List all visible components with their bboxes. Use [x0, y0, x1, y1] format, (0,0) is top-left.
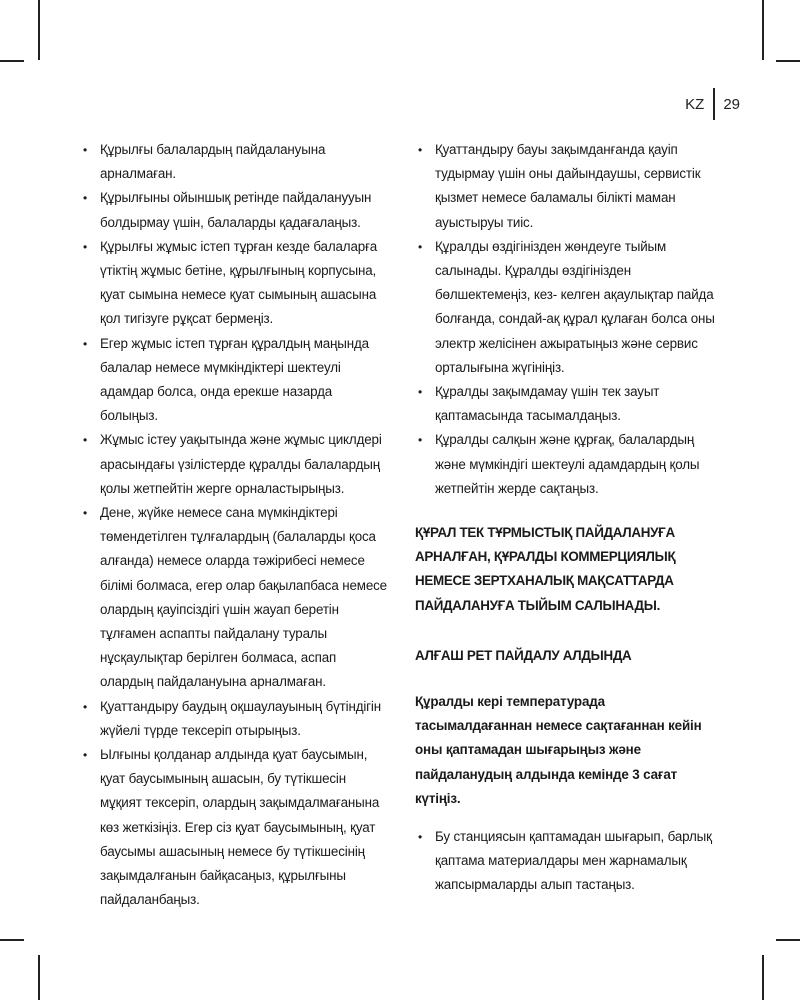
list-item: • Құралды салқын және құрғақ, балалардың және мүмкіндігі шектеулі адамдардың қолы жетпейтін жерде сақтаңыз. — [415, 428, 715, 501]
list-item: • Құралды өздігінізден жөндеуге тыйым салынады. Құралды өздігінізден бөлшектемеңіз, кез- келген ақаулықтар пайда болғанда, сондай-ақ құрал құлаған болса оны электр желісінен ажыратыңыз және сервис орталығына жүгініңіз. — [415, 235, 715, 380]
list-item: • Құрылғы балалардың пайдалануына арналмаған. — [80, 138, 390, 186]
crop-mark — [0, 60, 24, 62]
list-item: • Құрылғы жұмыс істеп тұрған кезде балаларға үтіктің жұмыс бетіне, құрылғының корпусына, қуат сымына немесе қуат сымының ашасына қол тигізуге рұқсат бермеңіз. — [80, 235, 390, 332]
list-item: • Егер жұмыс істеп тұрған құралдың маңында балалар немесе мүмкіндіктері шектеулі адамдар болса, онда ерекше назарда болыңыз. — [80, 332, 390, 429]
page-header — [685, 88, 740, 120]
header-divider — [713, 88, 715, 120]
crop-mark — [0, 939, 24, 941]
list-item: • Бу станциясын қаптамадан шығарып, барлық қаптама материалдары мен жарнамалық жапсырмаларды алып тастаңыз. — [415, 825, 715, 898]
list-item: • Қуаттандыру бауы зақымданғанда қауіп тудырмау үшін оны дайындаушы, сервистік қызмет немесе баламалы білікті маман ауыстыруы тиіс. — [415, 138, 715, 235]
list-item: • Дене, жүйке немесе сана мүмкіндіктері төмендетілген тұлғалардың (балаларды қоса алғанда) немесе оларда тәжірибесі немесе білімі болмаса, егер олар бақылапбаса немесе олардың қауіпсіздігі үшін жауап беретін тұлғамен аспапты пайдалану туралы нұсқаулықтар берілген болмаса, аспап олардың пайдалануына арналмаған. — [80, 501, 390, 695]
list-item: • Құралды зақымдамау үшін тек зауыт қаптамасында тасымалдаңыз. — [415, 380, 715, 428]
crop-mark — [38, 955, 40, 1000]
section-title: АЛҒАШ РЕТ ПАЙДАЛУ АЛДЫНДА — [415, 647, 632, 663]
crop-mark — [762, 955, 764, 1000]
page-number: 29 — [723, 95, 740, 113]
right-column — [415, 138, 715, 898]
crop-mark — [776, 60, 800, 62]
crop-mark — [38, 0, 40, 60]
list-item: • Ылғыны қолданар алдында қуат баусымын, қуат баусымының ашасын, бу түтікшесін мұқият тексеріп, олардың зақымдалмағанына көз жеткізіңіз. Егер сіз қуат баусымының, қуат баусымы ашасының немесе бу түтікшесінің зақымдалғанын байқасаңыз, құрылғыны пайдаланбаңыз. — [80, 743, 390, 912]
language-code: KZ — [685, 95, 705, 113]
safety-list-left — [80, 138, 390, 913]
list-item: • Қуаттандыру баудың оқшаулауының бүтіндігін жүйелі түрде тексеріп отырыңыз. — [80, 695, 390, 743]
crop-mark — [776, 939, 800, 941]
first-use-list — [415, 825, 715, 898]
crop-mark — [762, 0, 764, 60]
left-column — [80, 138, 390, 913]
list-item: • Құрылғыны ойыншық ретінде пайдаланууын болдырмау үшін, балаларды қадағалаңыз. — [80, 186, 390, 234]
safety-list-right — [415, 138, 715, 501]
commercial-use-warning: ҚҰРАЛ ТЕК ТҰРМЫСТЫҚ ПАЙДАЛАНУҒА АРНАЛҒАН, ҚҰРАЛДЫ КОММЕРЦИЯЛЫҚ НЕМЕСЕ ЗЕРТХАНАЛЫҚ МАҚСАТТАРДА ПАЙДАЛАНУҒА ТЫЙЫМ САЛЫНАДЫ. — [415, 525, 676, 613]
list-item: • Жұмыс істеу уақытында және жұмыс циклдері арасындағы үзілістерде құралды балалардың қолы жетпейтін жерге орналастырыңыз. — [80, 428, 390, 501]
section-intro: Құралды кері температурада тасымалдағаннан немесе сақтағаннан кейін оны қаптамадан шығарыңыз және пайдаланудың алдында кемінде 3 сағат күтіңіз. — [415, 694, 702, 806]
